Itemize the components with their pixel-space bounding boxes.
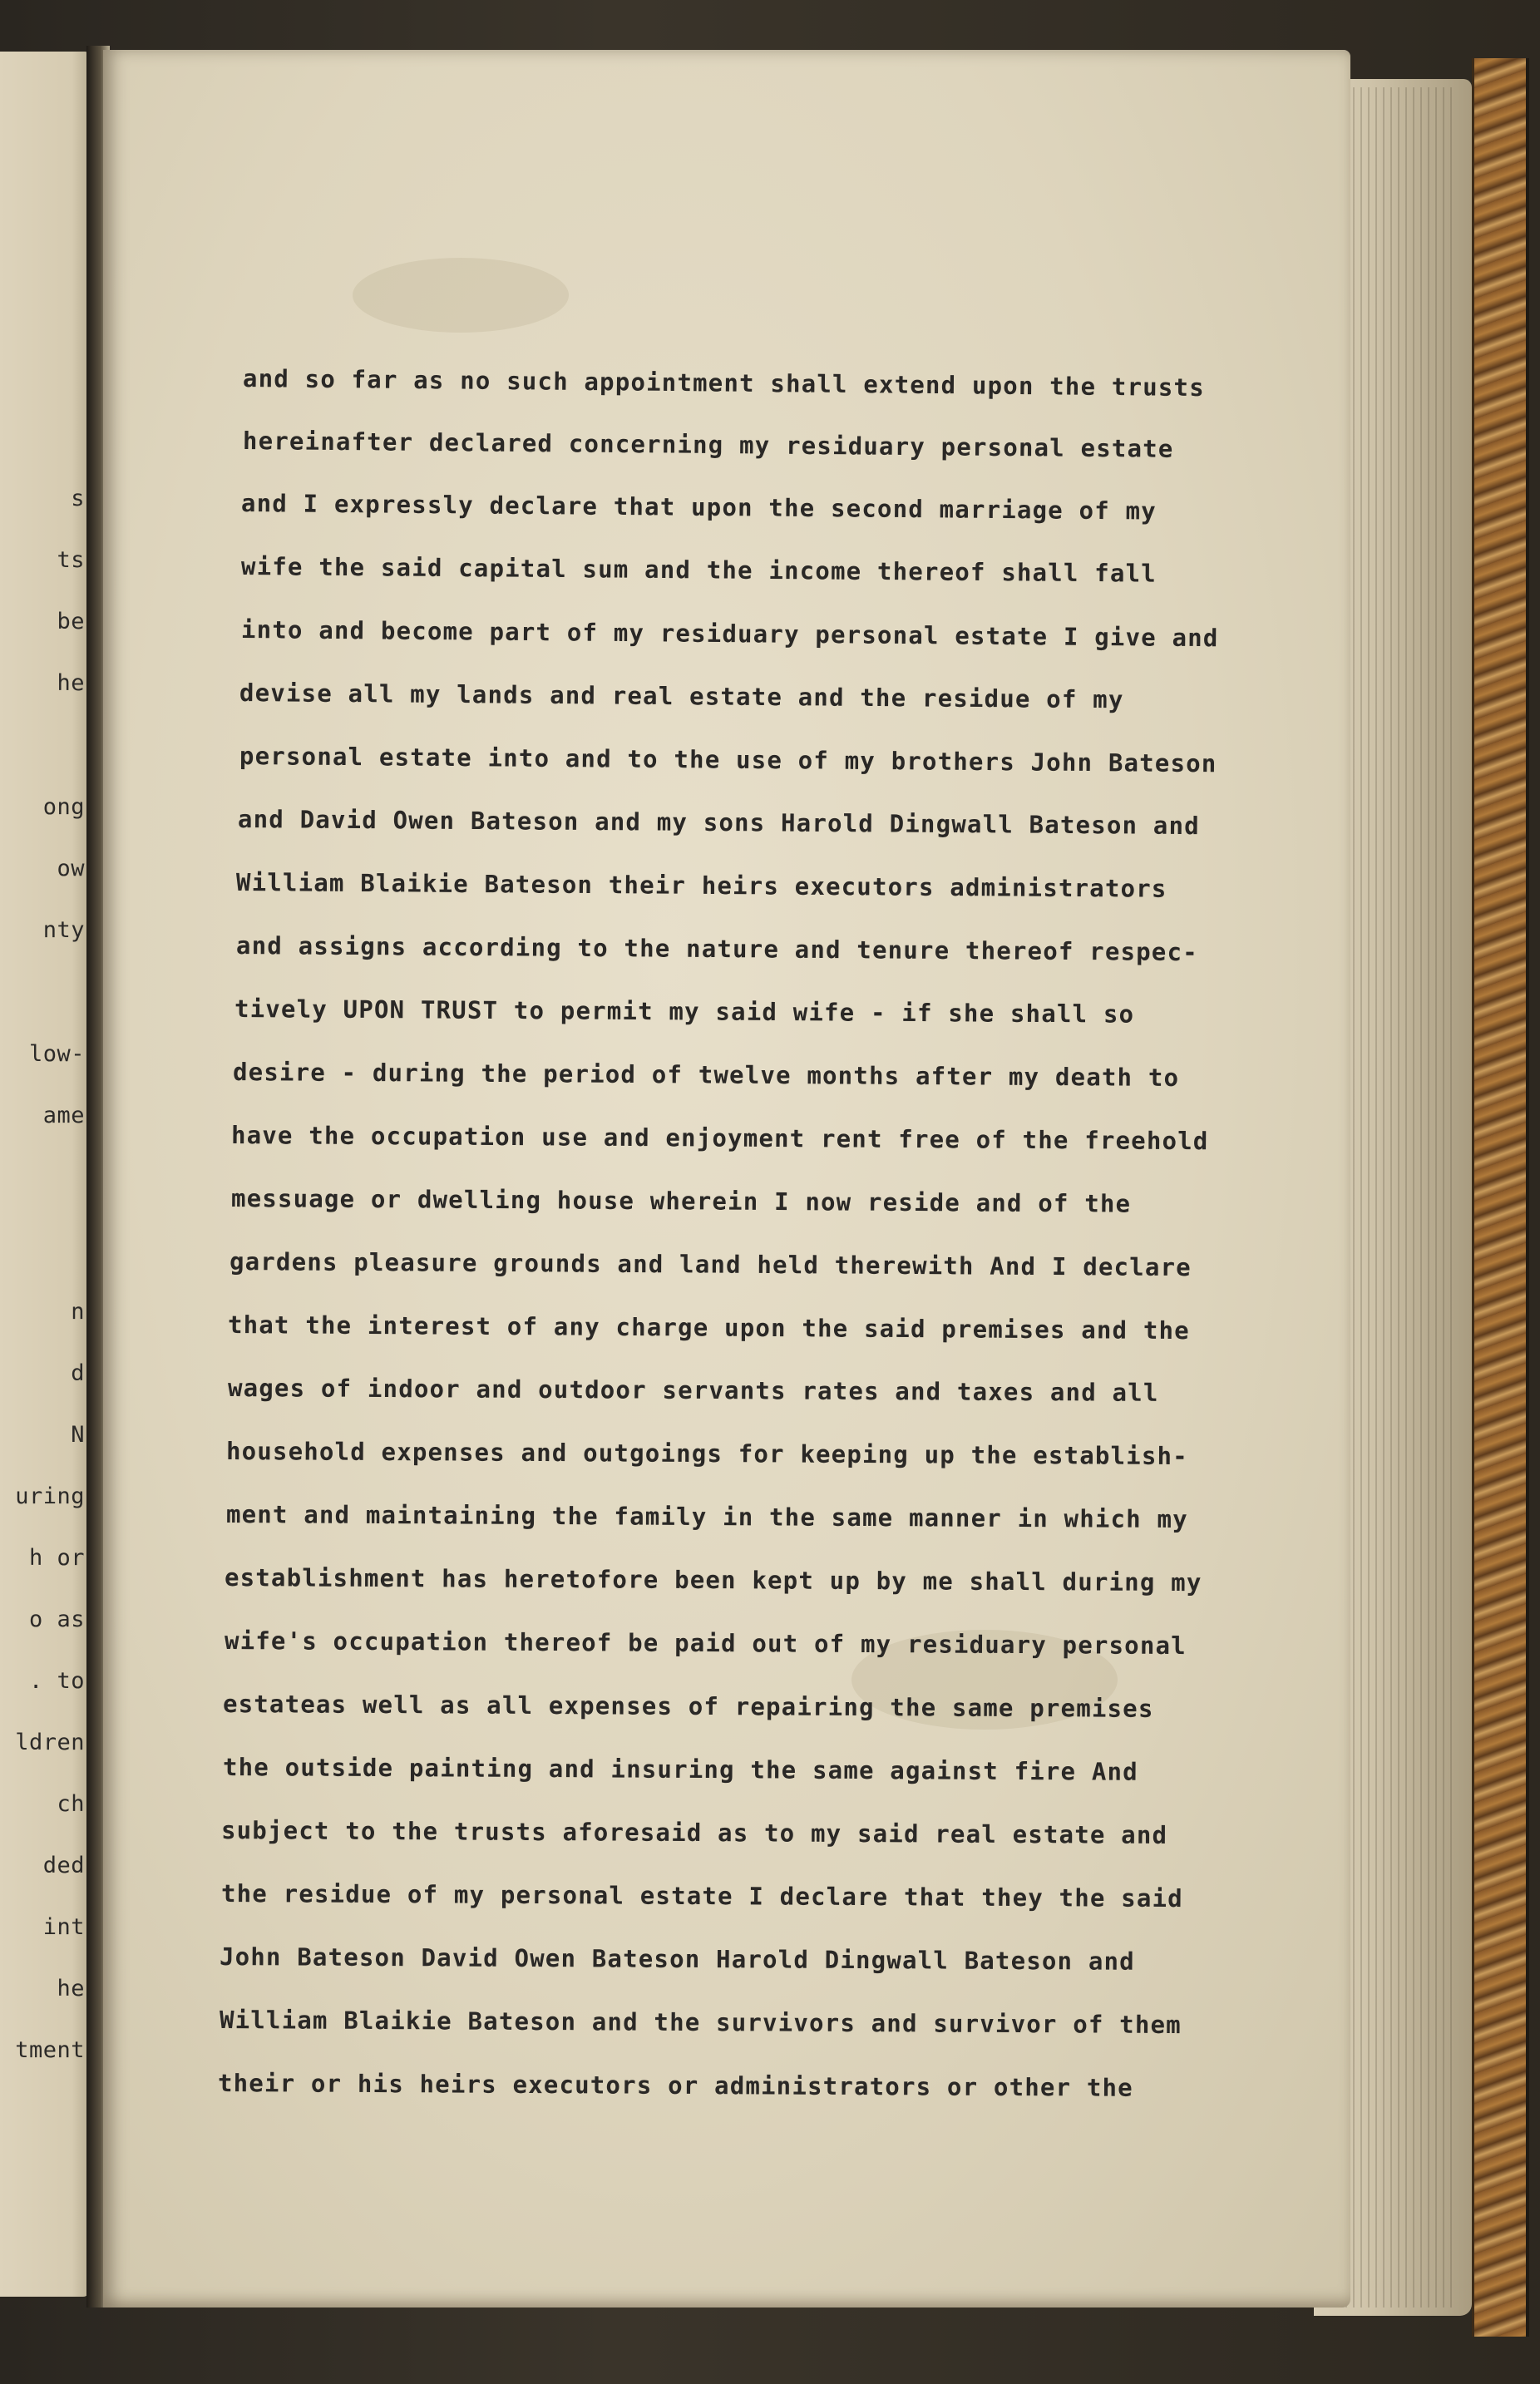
left-page-fragment: o as [28, 1607, 85, 1632]
text-line: wife's occupation thereof be paid out of my residuary personal [224, 1626, 1187, 1661]
text-line: ment and maintaining the family in the same manner in which my [225, 1500, 1188, 1534]
left-page-fragment: ame [42, 1103, 85, 1128]
text-line: tively UPON TRUST to permit my said wife - if she shall so [234, 995, 1135, 1029]
text-line: wages of indoor and outdoor servants rates and taxes and all [227, 1374, 1159, 1407]
left-page-fragment: . to [28, 1668, 85, 1694]
left-page-fragment: s [71, 486, 85, 511]
text-line: have the occupation use and enjoyment rent free of the freehold [230, 1121, 1209, 1156]
text-line: their or his heirs executors or administrators or other the [217, 2069, 1133, 2102]
left-page-fragment: int [42, 1914, 85, 1940]
text-line: messuage or dwelling house wherein I now reside and of the [230, 1184, 1132, 1218]
left-page-fragment: nty [42, 917, 85, 943]
text-line: wife the said capital sum and the income thereof shall fall [240, 552, 1157, 588]
left-page-fragment: N [71, 1422, 85, 1448]
text-line: William Blaikie Bateson and the survivors and survivor of them [219, 2006, 1182, 2040]
text-line: John Bateson David Owen Bateson Harold Dingwall Bateson and [219, 1942, 1135, 1976]
text-line: and assigns according to the nature and tenure thereof respec- [235, 931, 1198, 967]
left-page-fragment: uring [15, 1483, 85, 1509]
marbled-fore-edge [1472, 58, 1529, 2337]
left-page-fragment: ldren [15, 1730, 85, 1755]
left-page-fragment: tment [15, 2037, 85, 2063]
text-line: the residue of my personal estate I declare that they the said [220, 1879, 1183, 1913]
text-line: and so far as no such appointment shall extend upon the trusts [242, 364, 1206, 402]
text-line: that the interest of any charge upon the said premises and the [227, 1310, 1190, 1345]
left-page-fragment: ts [57, 547, 85, 573]
text-line: the outside painting and insuring the same against fire And [222, 1753, 1138, 1786]
text-line: estateas well as all expenses of repairing the same premises [222, 1690, 1154, 1723]
text-line: household expenses and outgoings for keeping up the establish- [225, 1437, 1188, 1471]
text-line: hereinafter declared concerning my residuary personal estate [242, 427, 1174, 463]
left-page-fragment: n [71, 1299, 85, 1325]
text-line: subject to the trusts aforesaid as to my said real estate and [220, 1816, 1168, 1849]
left-page-fragment: ow [57, 856, 85, 881]
left-page-fragment: low- [28, 1041, 85, 1067]
left-page-sliver [0, 52, 90, 2297]
text-line: personal estate into and to the use of my brothers John Bateson [239, 742, 1217, 778]
left-page-fragment: he [57, 1976, 85, 2001]
text-line: William Blaikie Bateson their heirs executors administrators [235, 868, 1167, 903]
text-line: into and become part of my residuary personal estate I give and [240, 615, 1219, 653]
paper-stain [353, 258, 569, 333]
left-page-fragment: ch [57, 1791, 85, 1817]
text-line: and I expressly declare that upon the second marriage of my [240, 489, 1157, 526]
left-page-fragment: d [71, 1360, 85, 1386]
left-page-fragment: h or [28, 1545, 85, 1571]
text-line: gardens pleasure grounds and land held therewith And I declare [229, 1247, 1192, 1282]
text-line: devise all my lands and real estate and the residue of my [239, 679, 1124, 714]
text-line: desire - during the period of twelve months after my death to [232, 1058, 1180, 1092]
left-page-fragment: ong [42, 794, 85, 820]
left-page-fragment: be [57, 609, 85, 634]
text-line: and David Owen Bateson and my sons Harold Dingwall Bateson and [237, 805, 1200, 841]
document-page [103, 50, 1350, 2307]
left-page-fragment: he [57, 670, 85, 696]
text-line: establishment has heretofore been kept up by me shall during my [224, 1563, 1202, 1597]
left-page-fragment: ded [42, 1853, 85, 1878]
